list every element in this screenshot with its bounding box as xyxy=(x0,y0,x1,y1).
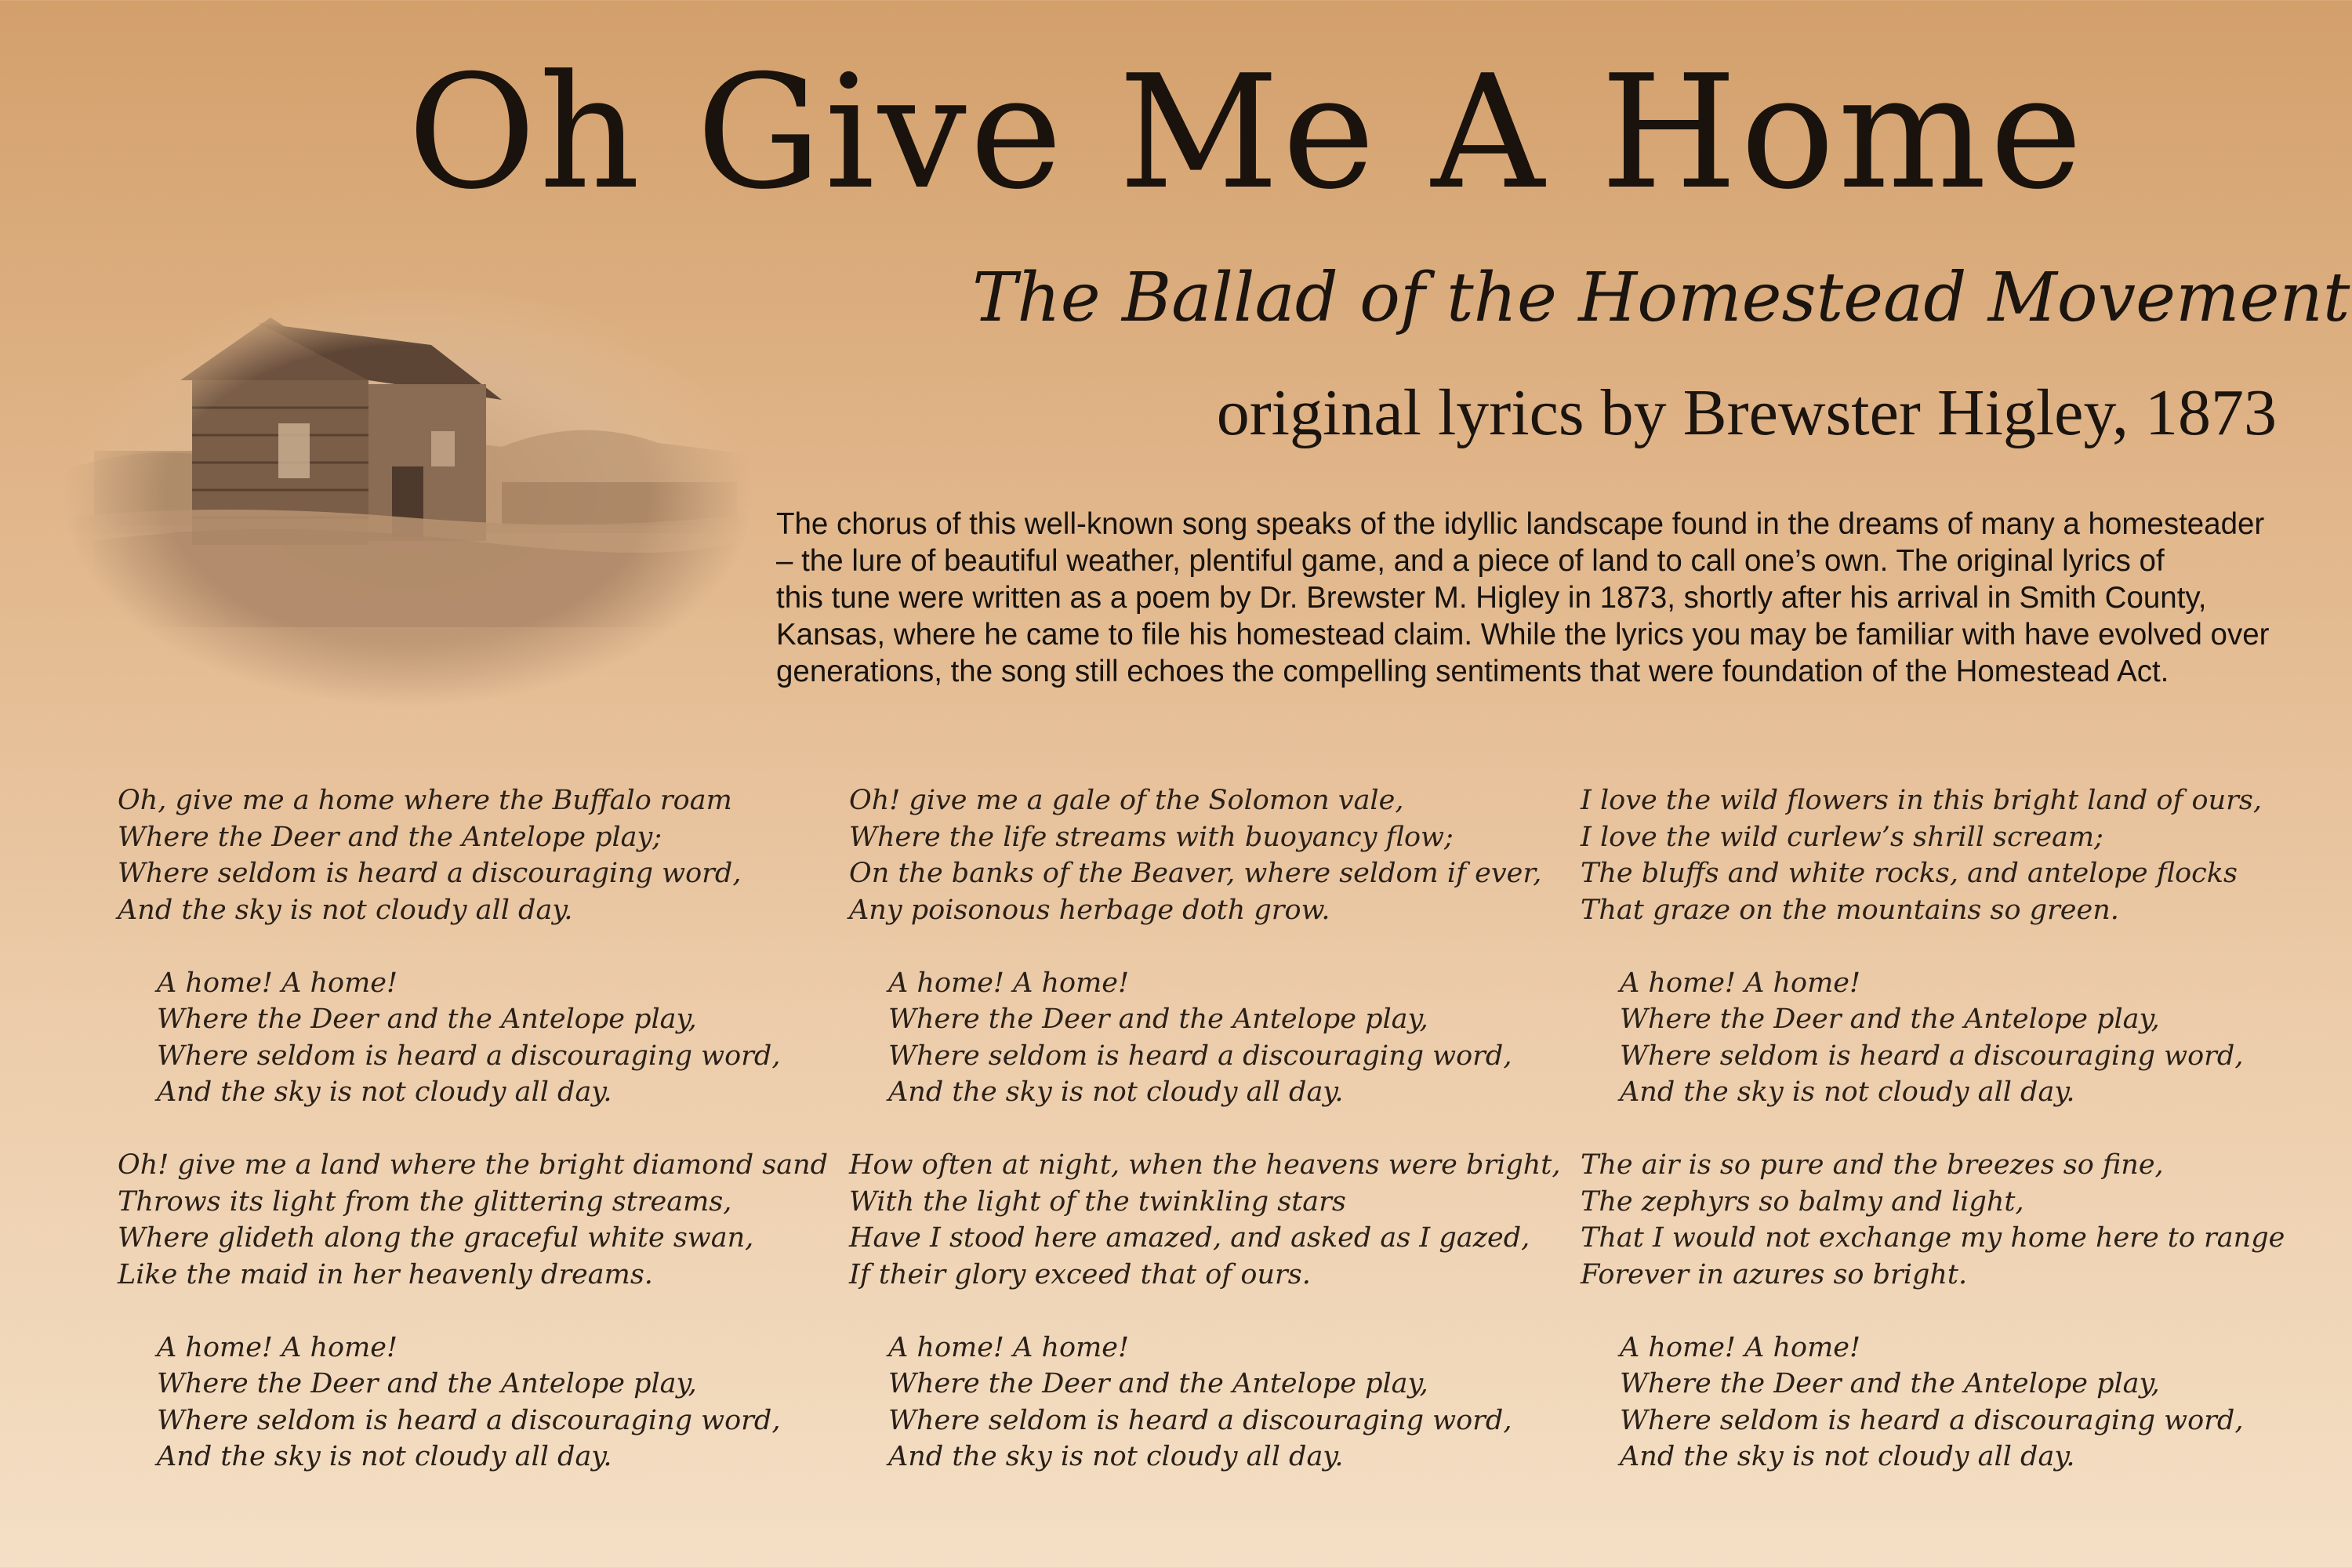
page-title: Oh Give Me A Home xyxy=(407,42,2086,224)
lyric-line: A home! A home! xyxy=(1620,1331,1861,1363)
intro-line: Kansas, where he came to file his homestead claim. While the lyrics you may be familiar with have evolved over xyxy=(776,618,2270,652)
lyric-line: Where the Deer and the Antelope play, xyxy=(157,1004,697,1035)
lyric-line: Where the Deer and the Antelope play, xyxy=(888,1368,1428,1399)
lyric-line: A home! A home! xyxy=(888,1331,1130,1363)
lyric-line: And the sky is not cloudy all day. xyxy=(157,1076,612,1108)
homestead-cabin-photo xyxy=(63,282,753,706)
lyric-line: The bluffs and white rocks, and antelope flocks xyxy=(1581,858,2238,889)
lyric-line: Where the Deer and the Antelope play, xyxy=(157,1368,697,1399)
lyric-line: Where the Deer and the Antelope play, xyxy=(1620,1004,2160,1035)
byline: original lyrics by Brewster Higley, 1873 xyxy=(1216,376,2277,449)
lyric-line: How often at night, when the heavens were bright, xyxy=(849,1149,1561,1181)
lyric-line: A home! A home! xyxy=(157,1331,398,1363)
lyric-line: Forever in azures so bright. xyxy=(1581,1258,1968,1290)
lyric-line: Where seldom is heard a discouraging word, xyxy=(157,1404,781,1436)
verse-stanza xyxy=(118,1147,829,1293)
lyric-line: Where seldom is heard a discouraging word, xyxy=(888,1040,1512,1072)
lyrics-column-1 xyxy=(118,782,829,1512)
lyric-line: Throws its light from the glittering streams, xyxy=(118,1185,732,1218)
lyric-line: Like the maid in her heavenly dreams. xyxy=(118,1258,653,1290)
lyric-line: With the light of the twinkling stars xyxy=(849,1185,1346,1218)
lyric-line: Oh! give me a gale of the Solomon vale, xyxy=(849,785,1404,816)
lyric-line: Oh! give me a land where the bright diamond sand xyxy=(118,1149,829,1181)
lyric-line: Where seldom is heard a discouraging word, xyxy=(118,858,742,889)
lyric-line: Where the life streams with buoyancy flow; xyxy=(849,821,1454,853)
chorus-stanza xyxy=(118,1330,823,1475)
verse-stanza xyxy=(1581,1147,2286,1293)
lyric-line: The air is so pure and the breezes so fine, xyxy=(1581,1149,2164,1181)
lyric-line: I love the wild flowers in this bright land of ours, xyxy=(1581,785,2262,816)
lyrics-column-3 xyxy=(1581,782,2286,1512)
lyric-line: Where the Deer and the Antelope play, xyxy=(1620,1368,2160,1399)
verse-stanza xyxy=(118,782,823,928)
lyric-line: A home! A home! xyxy=(157,967,398,999)
lyric-line: I love the wild curlew’s shrill scream; xyxy=(1581,821,2103,853)
intro-line: The chorus of this well-known song speaks of the idyllic landscape found in the dreams of many a homesteader xyxy=(776,507,2265,541)
lyric-line: Where seldom is heard a discouraging word, xyxy=(1620,1404,2244,1436)
lyrics-column-2 xyxy=(849,782,1561,1512)
lyric-line: Where seldom is heard a discouraging word, xyxy=(888,1404,1512,1436)
verse-stanza xyxy=(1581,782,2286,928)
chorus-stanza xyxy=(1581,1330,2286,1475)
page-subtitle: The Ballad of the Homestead Movement xyxy=(972,259,2350,337)
lyric-line: And the sky is not cloudy all day. xyxy=(1620,1441,2075,1472)
lyric-line: Where the Deer and the Antelope play, xyxy=(888,1004,1428,1035)
chorus-stanza xyxy=(849,965,1555,1111)
intro-paragraph xyxy=(776,506,2293,690)
lyric-line: Where the Deer and the Antelope play; xyxy=(118,821,662,853)
lyric-line: That graze on the mountains so green. xyxy=(1581,894,2119,926)
lyric-line: Where seldom is heard a discouraging word, xyxy=(157,1040,781,1072)
lyric-line: On the banks of the Beaver, where seldom if ever, xyxy=(849,858,1542,889)
lyric-line: A home! A home! xyxy=(888,967,1130,999)
lyric-line: The zephyrs so balmy and light, xyxy=(1581,1185,2024,1218)
intro-line: generations, the song still echoes the compelling sentiments that were foundation of the Homestead Act. xyxy=(776,655,2169,688)
lyric-line: And the sky is not cloudy all day. xyxy=(118,894,573,926)
lyric-line: Where seldom is heard a discouraging word, xyxy=(1620,1040,2244,1072)
chorus-stanza xyxy=(849,1330,1555,1475)
lyric-line: Where glideth along the graceful white swan, xyxy=(118,1222,754,1254)
lyric-line: A home! A home! xyxy=(1620,967,1861,999)
lyric-line: And the sky is not cloudy all day. xyxy=(888,1076,1344,1108)
lyric-line: Any poisonous herbage doth grow. xyxy=(849,894,1330,926)
chorus-stanza xyxy=(118,965,823,1111)
lyric-line: Have I stood here amazed, and asked as I gazed, xyxy=(849,1222,1530,1254)
lyric-line: Oh, give me a home where the Buffalo roam xyxy=(118,785,732,816)
lyric-line: And the sky is not cloudy all day. xyxy=(157,1441,612,1472)
verse-stanza xyxy=(849,782,1555,928)
lyric-line: That I would not exchange my home here to range xyxy=(1581,1222,2285,1254)
verse-stanza xyxy=(849,1147,1561,1293)
intro-line: this tune were written as a poem by Dr. Brewster M. Higley in 1873, shortly after his arrival in Smith County, xyxy=(776,581,2207,615)
chorus-stanza xyxy=(1581,965,2286,1111)
lyric-line: If their glory exceed that of ours. xyxy=(849,1258,1311,1290)
intro-line: – the lure of beautiful weather, plentiful game, and a piece of land to call one’s own. The original lyrics of xyxy=(776,544,2165,578)
lyric-line: And the sky is not cloudy all day. xyxy=(888,1441,1344,1472)
lyric-line: And the sky is not cloudy all day. xyxy=(1620,1076,2075,1108)
